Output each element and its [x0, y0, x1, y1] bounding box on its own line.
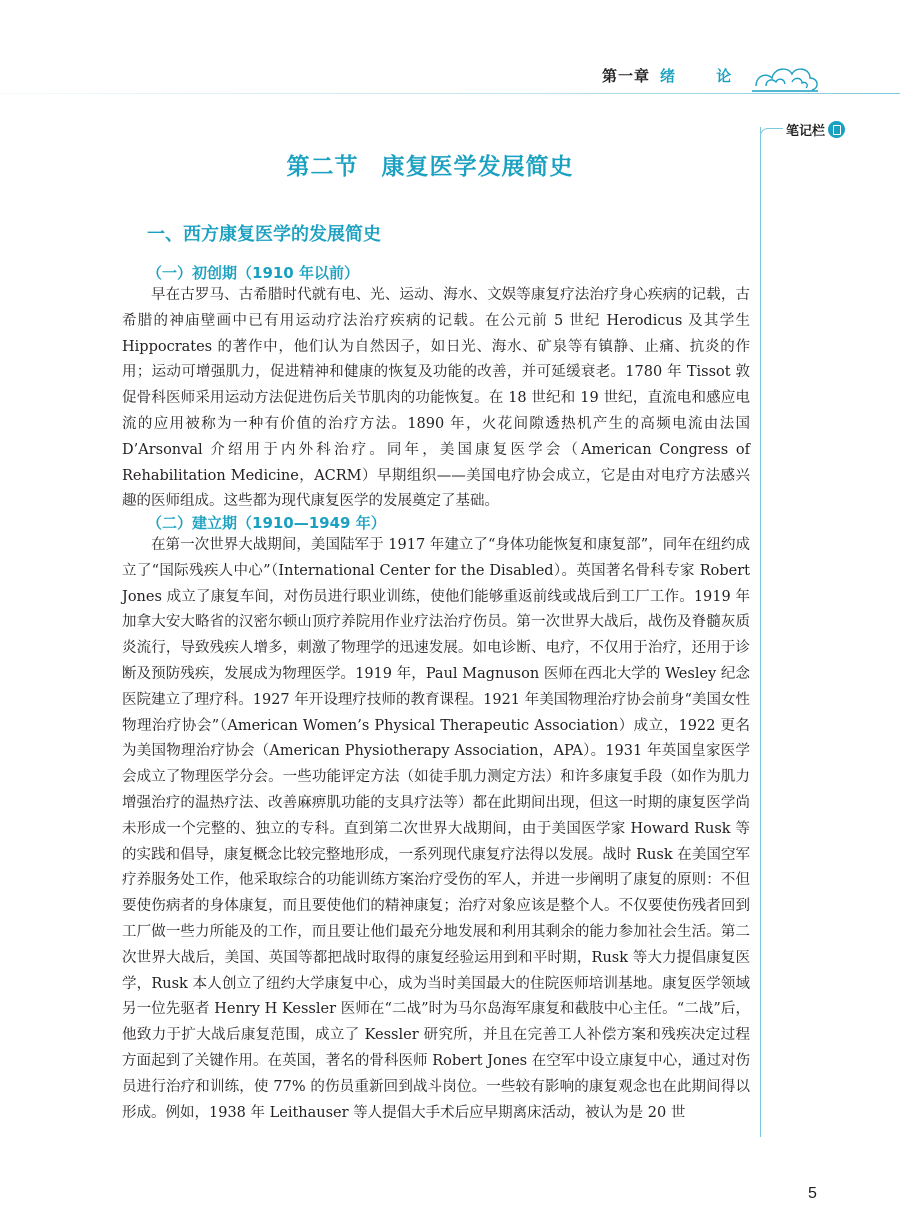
cloud-ornament-icon — [752, 58, 822, 94]
period-1-paragraph: 早在古罗马、古希腊时代就有电、光、运动、海水、文娱等康复疗法治疗身心疾病的记载，古希腊的神庙壁画中已有用运动疗法治疗疾病的记载。在公元前 5 世纪 Herodicus 及其学生 Hippocrates 的著作中，他们认为自然因子，如日光、海水、矿泉等有镇静、止痛、抗炎的作用；运动可增强肌力，促进精神和健康的恢复及功能的改善，并可延缓衰老。1780 年 Tissot 敦促骨科医师采用运动方法促进伤后关节肌肉的功能恢复。在 18 世纪和 19 世纪，直流电和感应电流的应用被称为一种有价值的治疗方法。1890 年，火花间隙透热机产生的高频电流由法国 D’Arsonval 介绍用于内外科治疗。同年，美国康复医学会（American Congress of Rehabilitation Medicine，ACRM）早期组织——美国电疗协会成立，它是由对电疗方法感兴趣的医师组成。这些都为现代康复医学的发展奠定了基础。 — [122, 287, 750, 510]
notes-label-text: 笔记栏 — [786, 124, 826, 139]
period-2-paragraph: 在第一次世界大战期间，美国陆军于 1917 年建立了“身体功能恢复和康复部”，同年在纽约成立了“国际残疾人中心”（International Center for the Disabled）。英国著名骨科专家 Robert Jones 成立了康复车间，对伤员进行职业训练，使他们能够重返前线或战后到工厂工作。1919 年加拿大安大略省的汉密尔顿山顶疗养院用作业疗法治疗伤员。第一次世界大战后，战伤及脊髓灰质炎流行，导致残疾人增多，刺激了物理学的迅速发展。如电诊断、电疗，不仅用于治疗，还用于诊断及预防残疾，发展成为物理医学。1919 年，Paul Magnuson 医师在西北大学的 Wesley 纪念医院建立了理疗科。1927 年开设理疗技师的教育课程。1921 年美国物理治疗协会前身“美国女性物理治疗协会”（American Women’s Physical Therapeutic Association）成立，1922 更名为美国物理治疗协会（American Physiotherapy Association，APA）。1931 年英国皇家医学会成立了物理医学分会。一些功能评定方法（如徒手肌力测定方法）和许多康复手段（如作为肌力增强治疗的温热疗法、改善麻痹肌功能的支具疗法等）都在此期间出现，但这一时期的康复医学尚未形成一个完整的、独立的专科。直到第二次世界大战期间，由于美国医学家 Howard Rusk 等的实践和倡导，康复概念比较完整地形成，一系列现代康复疗法得以发展。战时 Rusk 在美国空军疗养服务处工作，他采取综合的功能训练方案治疗受伤的军人，并进一步阐明了康复的原则：不但要使伤病者的身体康复，而且要使他们的精神康复；治疗对象应该是整个人。不仅要使伤残者回到工厂做一些力所能及的工作，而且要让他们最充分地发展和利用其剩余的能力参加社会生活。第二次世界大战后，美国、英国等都把战时取得的康复经验运用到和平时期，Rusk 等大力提倡康复医学，Rusk 本人创立了纽约大学康复中心，成为当时美国最大的住院医师培训基地。康复医学领域另一位先驱者 Henry H Kessler 医师在“二战”时为马尔岛海军康复和截肢中心主任。“二战”后，他致力于扩大战后康复范围，成立了 Kessler 研究所，并且在完善工人补偿方案和残疾决定过程方面起到了关键作用。在英国，著名的骨科医师 Robert Jones 在空军中设立康复中心，通过对伤员进行治疗和训练，使 77% 的伤员重新回到战斗岗位。一些较有影响的康复观念也在此期间得以形成。例如，1938 年 Leithauser 等人提倡大手术后应早期离床活动，被认为是 20 世 — [122, 537, 750, 1121]
pen-icon — [828, 121, 845, 138]
subsection-title: 一、西方康复医学的发展简史 — [147, 224, 381, 245]
chapter-number: 第一章 — [602, 66, 651, 85]
chapter-title: 绪 论 — [660, 66, 750, 85]
period-1-heading: （一）初创期（1910 年以前） — [147, 264, 359, 282]
notes-column-hook — [760, 128, 783, 139]
page-number: 5 — [808, 1185, 817, 1202]
notes-column-line — [760, 127, 761, 1137]
notes-label — [786, 120, 845, 139]
running-head — [602, 60, 749, 90]
header-rule — [0, 93, 900, 94]
period-2-heading: （二）建立期（1910—1949 年） — [147, 514, 386, 532]
section-title: 第二节 康复医学发展简史 — [286, 154, 574, 180]
